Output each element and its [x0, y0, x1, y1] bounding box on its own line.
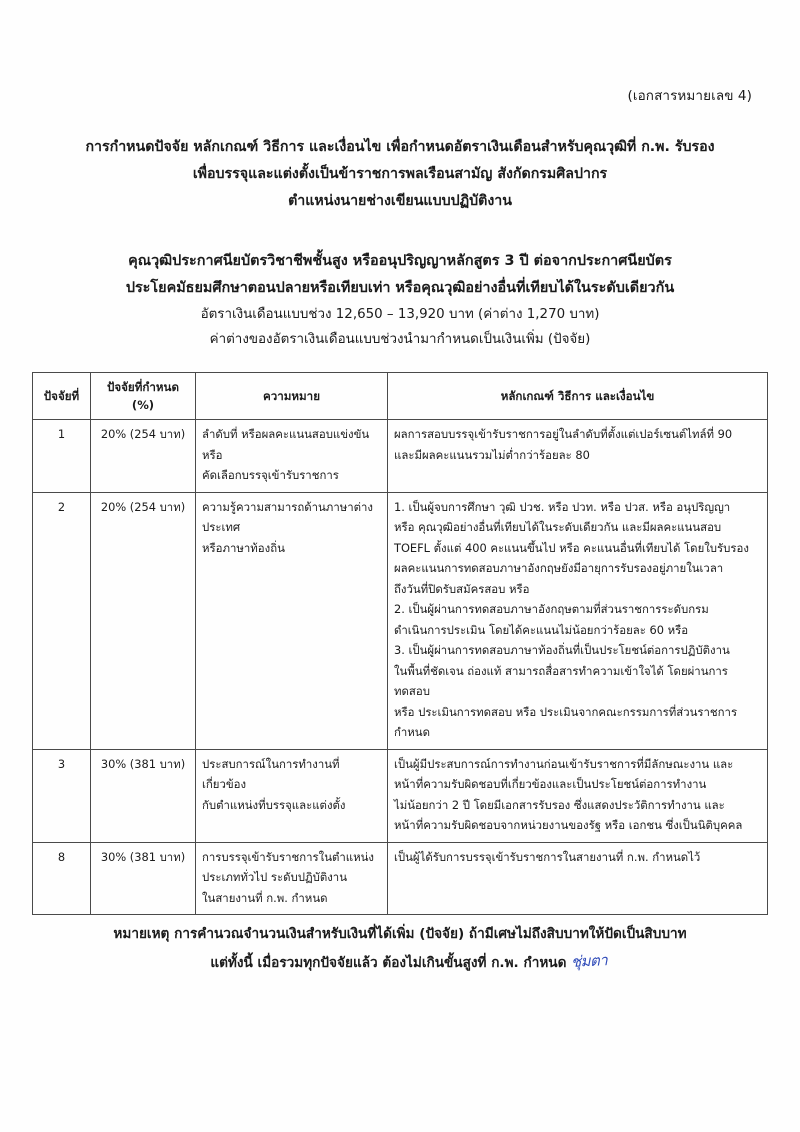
cell-factor-no: 8 — [33, 842, 91, 915]
cell-meaning — [196, 842, 388, 915]
handwritten-annotation: ชุ่มตา — [570, 951, 609, 971]
cell-meaning — [196, 749, 388, 842]
rule-line: ผลการสอบบรรจุเข้ารับราชการอยู่ในลำดับที่ตั้งแต่เปอร์เซนต์ไทล์ที่ 90 — [394, 427, 733, 441]
rule-line: ผลคะแนนการทดสอบภาษาอังกฤษยังมีอายุการรับรองอยู่ภายในเวลา — [394, 561, 724, 575]
cell-meaning — [196, 492, 388, 749]
cell-factor-no: 3 — [33, 749, 91, 842]
meaning-line: ความรู้ความสามารถด้านภาษาต่างประเทศ — [202, 499, 373, 534]
rule-line: และมีผลคะแนนรวมไม่ต่ำกว่าร้อยละ 80 — [394, 447, 590, 462]
column-header-percent: ปัจจัยที่กำหนด (%) — [91, 373, 196, 420]
rule-line: หรือ คุณวุฒิอย่างอื่นที่เทียบได้ในระดับเดียวกัน และมีผลคะแนนสอบ — [394, 520, 722, 534]
rule-line: หน้าที่ความรับผิดชอบที่เกี่ยวข้องและเป็นประโยชน์ต่อการทำงาน — [394, 777, 707, 791]
document-title — [0, 134, 800, 215]
meaning-line: หรือภาษาท้องถิ่น — [202, 540, 285, 555]
salary-range-line: อัตราเงินเดือนแบบช่วง 12,650 – 13,920 บาท (ค่าต่าง 1,270 บาท) — [200, 307, 600, 322]
table-row — [33, 749, 768, 842]
column-header-rule: หลักเกณฑ์ วิธีการ และเงื่อนไข — [388, 373, 768, 420]
column-header-meaning: ความหมาย — [196, 373, 388, 420]
cell-rule — [388, 749, 768, 842]
cell-factor-no: 1 — [33, 420, 91, 493]
table-row — [33, 420, 768, 493]
rule-line: 3. เป็นผู้ผ่านการทดสอบภาษาท้องถิ่นที่เป็นประโยชน์ต่อการปฏิบัติงาน — [394, 643, 730, 657]
cell-rule — [388, 420, 768, 493]
meaning-line: ในสายงานที่ ก.พ. กำหนด — [202, 890, 328, 905]
document-number: (เอกสารหมายเลข 4) — [627, 88, 752, 104]
cell-factor-percent: 30% (381 บาท) — [91, 842, 196, 915]
rule-line: 2. เป็นผู้ผ่านการทดสอบภาษาอังกฤษตามที่ส่วนราชการระดับกรม — [394, 602, 709, 616]
rule-line: หรือ ประเมินการทดสอบ หรือ ประเมินจากคณะกรรมการที่ส่วนราชการ — [394, 704, 738, 719]
cell-rule — [388, 842, 768, 915]
rule-line: หน้าที่ความรับผิดชอบจากหน่วยงานของรัฐ หรือ เอกชน ซึ่งเป็นนิติบุคคล — [394, 818, 743, 832]
rule-line: 1. เป็นผู้จบการศึกษา วุฒิ ปวช. หรือ ปวท. หรือ ปวส. หรือ อนุปริญญา — [394, 499, 731, 514]
rule-line: ดำเนินการประเมิน โดยได้คะแนนไม่น้อยกว่าร้อยละ 60 หรือ — [394, 622, 689, 637]
rule-line: เป็นผู้ได้รับการบรรจุเข้ารับราชการในสายงานที่ ก.พ. กำหนดไว้ — [394, 849, 701, 864]
title-line-3: ตำแหน่งนายช่างเขียนแบบปฏิบัติงาน — [288, 193, 512, 209]
footer-note-line-2 — [0, 948, 800, 977]
meaning-line: ประสบการณ์ในการทำงานที่เกี่ยวข้อง — [202, 756, 340, 791]
cell-rule — [388, 492, 768, 749]
qualification-line-2: ประโยคมัธยมศึกษาตอนปลายหรือเทียบเท่า หรือคุณวุฒิอย่างอื่นที่เทียบได้ในระดับเดียวกัน — [125, 280, 675, 296]
table-body — [33, 420, 768, 915]
cell-factor-percent: 20% (254 บาท) — [91, 420, 196, 493]
cell-factor-no: 2 — [33, 492, 91, 749]
criteria-table — [32, 372, 768, 915]
footer-note-line-1: หมายเหตุ การคำนวณจำนวนเงินสำหรับเงินที่ได้เพิ่ม (ปัจจัย) ถ้ามีเศษไม่ถึงสิบบาทให้ปัดเป็นสิบบาท — [113, 926, 687, 942]
meaning-line: ประเภททั่วไป ระดับปฏิบัติงาน — [202, 870, 347, 884]
meaning-line: กับตำแหน่งที่บรรจุและแต่งตั้ง — [202, 797, 346, 812]
table-header-row — [33, 373, 768, 420]
footer-note — [0, 920, 800, 977]
qualification-block — [0, 248, 800, 352]
column-header-no: ปัจจัยที่ — [33, 373, 91, 420]
rule-line: กำหนด — [394, 725, 430, 739]
meaning-line: การบรรจุเข้ารับราชการในตำแหน่ง — [202, 849, 374, 864]
title-line-1: การกำหนดปัจจัย หลักเกณฑ์ วิธีการ และเงื่อนไข เพื่อกำหนดอัตราเงินเดือนสำหรับคุณวุฒิที่ ก.พ. รับรอง — [85, 139, 715, 155]
meaning-line: คัดเลือกบรรจุเข้ารับราชการ — [202, 468, 339, 482]
rule-line: ในพื้นที่ชัดเจน ถ่องแท้ สามารถสื่อสารทำความเข้าใจได้ โดยผ่านการทดสอบ — [394, 663, 728, 698]
rule-line: เป็นผู้มีประสบการณ์การทำงานก่อนเข้ารับราชการที่มีลักษณะงาน และ — [394, 756, 734, 771]
salary-note-line: ค่าต่างของอัตราเงินเดือนแบบช่วงนำมากำหนดเป็นเงินเพิ่ม (ปัจจัย) — [209, 332, 591, 347]
rule-line: ไม่น้อยกว่า 2 ปี โดยมีเอกสารรับรอง ซึ่งแสดงประวัติการทำงาน และ — [394, 797, 725, 812]
cell-factor-percent: 20% (254 บาท) — [91, 492, 196, 749]
table-header — [33, 373, 768, 420]
cell-factor-percent: 30% (381 บาท) — [91, 749, 196, 842]
title-line-2: เพื่อบรรจุและแต่งตั้งเป็นข้าราชการพลเรือนสามัญ สังกัดกรมศิลปากร — [192, 166, 608, 182]
table-row — [33, 842, 768, 915]
meaning-line: ลำดับที่ หรือผลคะแนนสอบแข่งขัน หรือ — [202, 427, 370, 462]
table-row — [33, 492, 768, 749]
rule-line: ถึงวันที่ปิดรับสมัครสอบ หรือ — [394, 581, 530, 596]
cell-meaning — [196, 420, 388, 493]
qualification-line-1: คุณวุฒิประกาศนียบัตรวิชาชีพชั้นสูง หรืออนุปริญญาหลักสูตร 3 ปี ต่อจากประกาศนียบัตร — [128, 253, 672, 269]
rule-line: TOEFL ตั้งแต่ 400 คะแนนขึ้นไป หรือ คะแนนอื่นที่เทียบได้ โดยใบรับรอง — [394, 540, 749, 555]
footer-note-line-2-text: แต่ทั้งนี้ เมื่อรวมทุกปัจจัยแล้ว ต้องไม่เกินขั้นสูงที่ ก.พ. กำหนด — [210, 955, 567, 971]
